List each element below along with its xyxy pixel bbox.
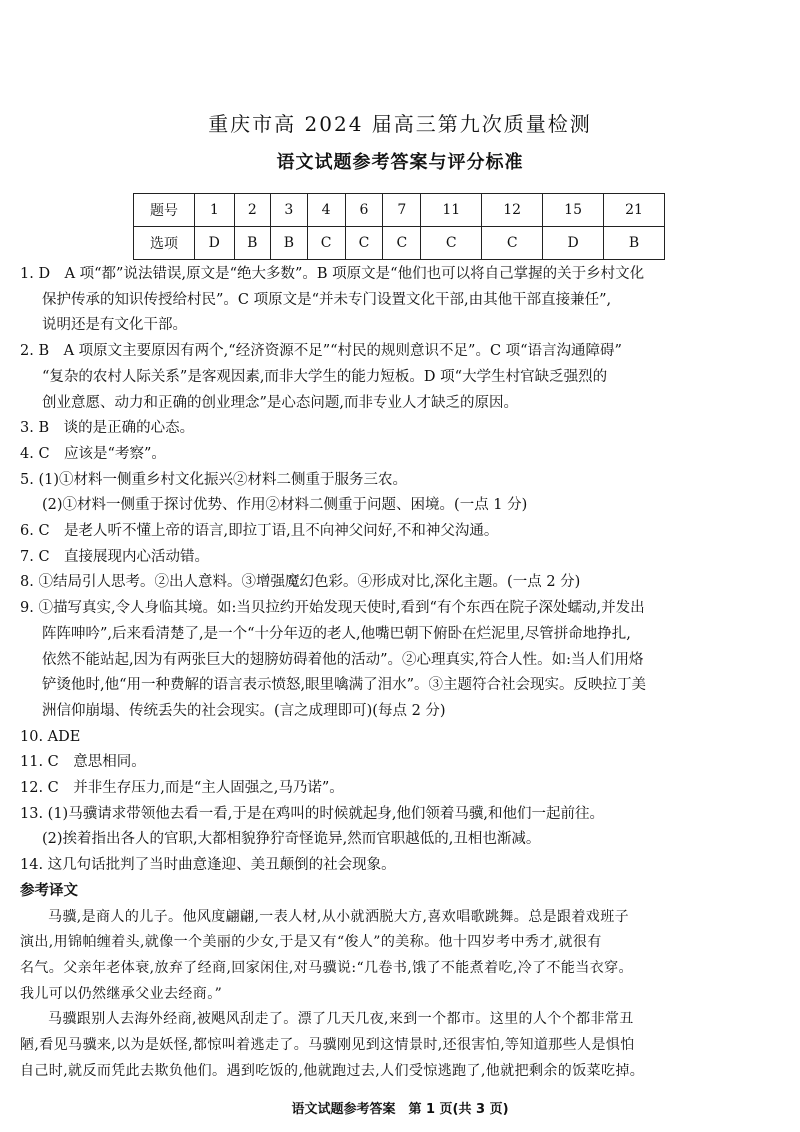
answer-q3: 3. B 谈的是正确的心态。 (20, 420, 195, 437)
answer-q2 (20, 339, 780, 416)
answer-q13-part1: 13. (1)马骥请求带领他去看一看,于是在鸡叫的时候就起身,他们领着马骥,和他们一起前往。 (20, 805, 605, 822)
translation-line: 马骥跟别人去海外经商,被飓风刮走了。漂了几天几夜,来到一个都市。这里的人个个都非常丑 (48, 1011, 634, 1028)
question-number-cell: 6 (345, 194, 383, 227)
translation-line: 名气。父亲年老体衰,放弃了经商,回家闲住,对马骥说:“几卷书,饿了不能煮着吃,冷了不能当衣穿。 (20, 959, 633, 976)
option-cell: C (482, 227, 543, 260)
answer-q10: 10. ADE (20, 728, 81, 745)
question-number-cell: 15 (543, 194, 604, 227)
answer-line: 保护传承的知识传授给村民”。C 项原文是“并未专门设置文化干部,由其他干部直接兼任”, (42, 291, 612, 308)
answer-line: “复杂的农村人际关系”是客观因素,而非大学生的能力短板。D 项“大学生村官缺乏强烈的 (42, 368, 608, 385)
translation-paragraph-1 (20, 905, 780, 1008)
option-cell: B (604, 227, 665, 260)
answer-line: 1. D A 项“都”说法错误,原文是“绝大多数”。B 项原文是“他们也可以将自己掌握的关于乡村文化 (20, 266, 645, 282)
translation-line: 我儿可以仍然继承父业去经商。” (20, 985, 223, 1002)
option-cell: D (543, 227, 604, 260)
row-label-option: 选项 (134, 227, 195, 260)
option-cell: C (421, 227, 482, 260)
answer-line: 铲烫他时,他“用一种费解的语言表示愤怒,眼里噙满了泪水”。③主题符合社会现实。反映拉丁美 (42, 677, 647, 694)
option-cell: C (345, 227, 383, 260)
translation-line: 马骥,是商人的儿子。他风度翩翩,一表人材,从小就洒脱大方,喜欢唱歌跳舞。总是跟着戏班子 (48, 908, 629, 925)
option-cell: B (271, 227, 308, 260)
answer-q12: 12. C 并非生存压力,而是“主人固强之,马乃诺”。 (20, 780, 344, 797)
document-subtitle: 语文试题参考答案与评分标准 (276, 152, 524, 173)
question-number-cell: 3 (271, 194, 308, 227)
answer-line: 创业意愿、动力和正确的创业理念”是心态问题,而非专业人才缺乏的原因。 (42, 394, 519, 411)
answer-q1 (20, 262, 780, 339)
row-label-question: 题号 (134, 194, 195, 227)
answer-line: 9. ①描写真实,令人身临其境。如:当贝拉约开始发现天使时,看到“有个东西在院子深处蠕动,并发出 (20, 600, 645, 617)
answer-line: 洲信仰崩塌、传统丢失的社会现实。(言之成理即可)(每点 2 分) (42, 702, 446, 719)
answer-q6: 6. C 是老人听不懂上帝的语言,即拉丁语,且不向神父问好,不和神父沟通。 (20, 523, 499, 540)
answer-q9 (20, 596, 780, 725)
answer-q11: 11. C 意思相同。 (20, 754, 146, 771)
answer-q5-part2: (2)①材料一侧重于探讨优势、作用②材料二侧重于问题、困境。(一点 1 分) (42, 497, 528, 514)
translation-heading: 参考译文 (20, 882, 78, 899)
answer-q5-part1: 5. (1)①材料一侧重乡村文化振兴②材料二侧重于服务三农。 (20, 471, 407, 488)
question-number-cell: 21 (604, 194, 665, 227)
option-cell: D (195, 227, 235, 260)
answer-q13-part2: (2)挨着指出各人的官职,大都相貌狰狞奇怪诡异,然而官职越低的,丑相也渐减。 (42, 831, 541, 848)
question-number-cell: 1 (195, 194, 235, 227)
question-number-cell: 7 (383, 194, 421, 227)
answer-key-table (133, 193, 665, 260)
question-number-cell: 2 (234, 194, 271, 227)
document-title: 重庆市高 2024 届高三第九次质量检测 (208, 112, 592, 136)
answer-q4: 4. C 应该是“考察”。 (20, 445, 166, 462)
option-cell: C (307, 227, 345, 260)
answer-explanations (20, 262, 780, 1085)
answer-line: 说明还是有文化干部。 (42, 317, 187, 334)
answer-line: 阵阵呻吟”,后来看清楚了,是一个“十分年迈的老人,他嘴巴朝下俯卧在烂泥里,尽管拼命地挣扎, (42, 625, 631, 642)
option-cell: B (234, 227, 271, 260)
question-number-cell: 12 (482, 194, 543, 227)
option-row (134, 227, 665, 260)
translation-line: 自己时,就反而凭此去欺负他们。遇到吃饭的,他就跑过去,人们受惊逃跑了,他就把剩余的饭菜吃掉。 (20, 1062, 645, 1079)
translation-paragraph-2 (20, 1007, 780, 1084)
question-number-cell: 11 (421, 194, 482, 227)
page-footer: 语文试题参考答案 第 1 页(共 3 页) (291, 1102, 509, 1117)
question-number-cell: 4 (307, 194, 345, 227)
answer-q8: 8. ①结局引人思考。②出人意料。③增强魔幻色彩。④形成对比,深化主题。(一点 2 分) (20, 574, 581, 591)
translation-line: 演出,用锦帕缠着头,就像一个美丽的少女,于是又有“俊人”的美称。他十四岁考中秀才,就很有 (20, 934, 602, 951)
answer-line: 2. B A 项原文主要原因有两个,“经济资源不足”“村民的规则意识不足”。C 项“语言沟通障碍” (20, 343, 622, 360)
answer-q14: 14. 这几句话批判了当时曲意逢迎、美丑颠倒的社会现象。 (20, 857, 396, 874)
question-number-row (134, 194, 665, 227)
option-cell: C (383, 227, 421, 260)
translation-line: 陋,看见马骥来,以为是妖怪,都惊叫着逃走了。马骥刚见到这情景时,还很害怕,等知道那些人是惧怕 (20, 1037, 635, 1054)
answer-line: 依然不能站起,因为有两张巨大的翅膀妨碍着他的活动”。②心理真实,符合人性。如:当人们用烙 (42, 651, 644, 668)
answer-q7: 7. C 直接展现内心活动错。 (20, 548, 210, 565)
